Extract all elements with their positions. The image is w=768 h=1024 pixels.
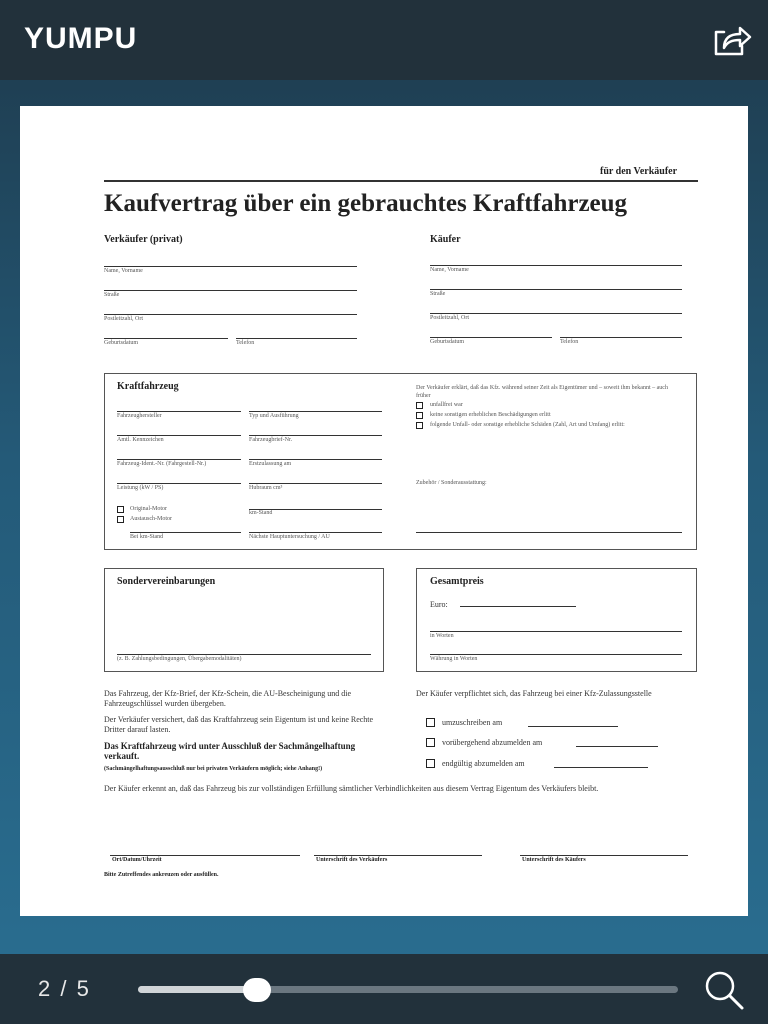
search-icon [700, 966, 750, 1012]
original-engine-label: Original-Motor [130, 506, 167, 512]
buyer-birthdate-label: Geburtsdatum [430, 339, 464, 345]
vehicle-next-inspection-label: Nächste Hauptuntersuchung / AU [249, 534, 330, 540]
seller-name-label: Name, Vorname [104, 268, 143, 274]
slider-thumb[interactable] [243, 978, 271, 1002]
no-damage-label: keine sonstigen erheblichen Beschädigungen erlitt [430, 412, 551, 418]
share-icon [710, 22, 754, 58]
slider-progress [138, 986, 257, 993]
euro-label: Euro: [430, 600, 448, 609]
replacement-engine-label: Austausch-Motor [130, 516, 172, 522]
extras-label: Zubehör / Sonderausstattung: [416, 480, 487, 486]
top-bar [0, 0, 768, 80]
page-indicator: 2 / 5 [38, 976, 91, 1001]
buyer-duty-text: Der Käufer verpflichtet sich, das Fahrzeug bei einer Kfz-Zulassungsstelle [416, 689, 652, 698]
place-date-field[interactable] [110, 855, 300, 856]
currency-words-label: Währung in Worten [430, 656, 478, 662]
buyer-city-label: Postleitzahl, Ort [430, 315, 469, 321]
damages-checkbox[interactable] [416, 422, 423, 429]
vehicle-heading: Kraftfahrzeug [117, 381, 179, 392]
yumpu-logo[interactable]: YUMPU [24, 22, 138, 55]
price-words-label: in Worten [430, 633, 454, 639]
vehicle-displacement-label: Hubraum cm³ [249, 485, 283, 491]
warranty-note: (Sachmängelhaftungsausschluß nur bei privaten Verkäufern möglich; siehe Anhang!) [104, 766, 323, 772]
seller-signature-field[interactable] [314, 855, 482, 856]
vehicle-type-label: Typ und Ausführung [249, 413, 299, 419]
share-button[interactable] [710, 22, 754, 58]
vehicle-plate-label: Amtl. Kennzeichen [117, 437, 164, 443]
buyer-name-label: Name, Vorname [430, 267, 469, 273]
seller-city-label: Postleitzahl, Ort [104, 316, 143, 322]
seller-birthdate-label: Geburtsdatum [104, 340, 138, 346]
buyer-phone-label: Telefon [560, 339, 579, 345]
ownership-paragraph: Der Verkäufer versichert, daß das Kraftfahrzeug sein Eigentum ist und keine Rechte Dritter darauf lasten. [104, 715, 374, 734]
no-damage-checkbox[interactable] [416, 412, 423, 419]
special-agreements-footer: (z. B. Zahlungsbedingungen, Übergabemodalitäten) [117, 656, 242, 662]
buyer-street-label: Straße [430, 291, 446, 297]
accident-free-checkbox[interactable] [416, 402, 423, 409]
re-register-checkbox[interactable] [426, 718, 435, 727]
document-title: Kaufvertrag über ein gebrauchtes Kraftfahrzeug [104, 190, 628, 217]
vehicle-power-label: Leistung (kW / PS) [117, 485, 164, 491]
search-button[interactable] [700, 966, 750, 1012]
damages-label: folgende Unfall- oder sonstige erhebliche Schäden (Zahl, Art und Umfang) erlitt: [430, 422, 625, 428]
special-agreements-heading: Sondervereinbarungen [117, 576, 216, 587]
seller-phone-label: Telefon [236, 340, 255, 346]
seller-heading: Verkäufer (privat) [104, 234, 183, 245]
original-engine-checkbox[interactable] [117, 506, 124, 513]
final-deregister-label: endgültig abzumelden am [442, 759, 525, 768]
handover-paragraph: Das Fahrzeug, der Kfz-Brief, der Kfz-Schein, die AU-Bescheinigung und die Fahrzeugschlüssel wurden übergeben. [104, 689, 352, 708]
replacement-engine-checkbox[interactable] [117, 516, 124, 523]
re-register-date-field[interactable] [528, 726, 618, 727]
temp-deregister-label: vorübergehend abzumelden am [442, 738, 543, 747]
document-page [20, 106, 748, 916]
buyer-signature-label: Unterschrift des Käufers [522, 857, 586, 863]
vehicle-vin-label: Fahrzeug-Ident.-Nr. (Fahrgestell-Nr.) [117, 461, 207, 467]
retention-paragraph: Der Käufer erkennt an, daß das Fahrzeug bis zur vollständigen Erfüllung sämtlicher Verbindlichkeiten aus diesem Vertrag Eigentum des Verkäufers bleibt. [104, 784, 599, 793]
temp-deregister-checkbox[interactable] [426, 738, 435, 747]
header-tag: für den Verkäufer [600, 166, 678, 177]
vehicle-km-label: km-Stand [249, 510, 273, 516]
place-date-label: Ort/Datum/Uhrzeit [112, 857, 162, 863]
euro-amount-field[interactable] [460, 606, 576, 607]
vehicle-at-km-label: Bei km-Stand [130, 534, 164, 540]
seller-street-label: Straße [104, 292, 120, 298]
vehicle-first-registration-label: Erstzulassung am [249, 461, 292, 467]
re-register-label: umzuschreiben am [442, 718, 503, 727]
buyer-signature-field[interactable] [520, 855, 688, 856]
vehicle-registration-doc-label: Fahrzeugbrief-Nr. [249, 437, 293, 443]
vehicle-declaration: Der Verkäufer erklärt, daß das Kfz. während seiner Zeit als Eigentümer und – soweit ihm bekannt – auch früher [416, 385, 668, 399]
warranty-exclusion: Das Kraftfahrzeug wird unter Ausschluß der Sachmängelhaftung verkauft. [104, 741, 356, 761]
final-deregister-checkbox[interactable] [426, 759, 435, 768]
total-price-heading: Gesamtpreis [430, 576, 484, 587]
bottom-bar [0, 954, 768, 1024]
seller-signature-label: Unterschrift des Verkäufers [316, 857, 388, 863]
footnote: Bitte Zutreffendes ankreuzen oder ausfüllen. [104, 872, 219, 878]
header-rule [104, 180, 698, 182]
buyer-heading: Käufer [430, 234, 461, 245]
vehicle-manufacturer-label: Fahrzeughersteller [117, 413, 162, 419]
final-deregister-date-field[interactable] [554, 767, 648, 768]
accident-free-label: unfallfrei war [430, 402, 463, 408]
temp-deregister-date-field[interactable] [576, 746, 658, 747]
page-slider[interactable] [138, 986, 678, 993]
